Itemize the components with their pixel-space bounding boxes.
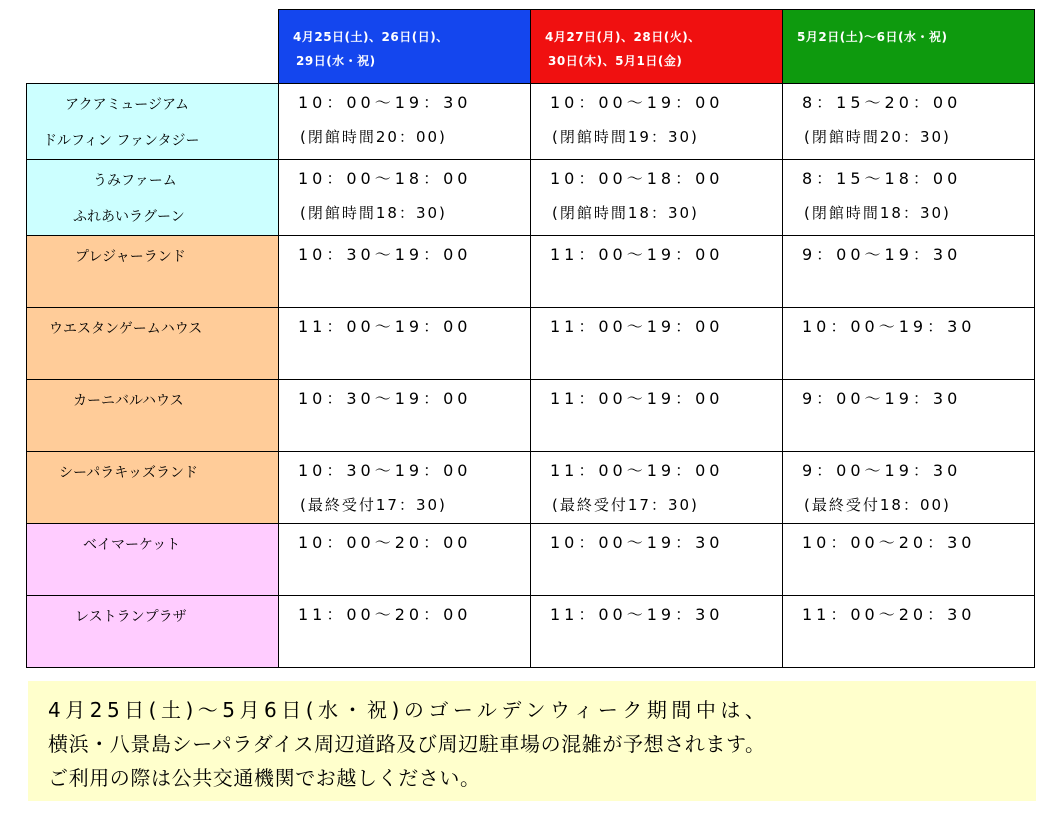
operating-hours: 11：00～20：00 [298,605,472,624]
venue-cell [27,452,279,524]
hours-cell [279,236,531,308]
operating-hours: 9：00～19：30 [802,461,962,480]
operating-hours: 11：00～19：00 [550,389,724,408]
hours-note: (最終受付17：30) [300,496,447,514]
operating-hours: 10：00～18：00 [298,169,472,188]
congestion-notice [28,681,1036,801]
operating-hours: 11：00～19：30 [550,605,724,624]
period-header-1-line2: 29日(水・祝) [296,54,376,68]
hours-note: (閉館時間19：30) [552,128,699,146]
operating-hours: 10：00～19：30 [802,317,976,336]
schedule-row [27,452,1035,524]
venue-name-line: ウエスタンゲームハウス [49,321,203,337]
hours-cell [279,84,531,160]
venue-cell [27,308,279,380]
hours-cell [783,236,1035,308]
hours-note: (最終受付17：30) [552,496,699,514]
hours-cell [783,596,1035,668]
operating-hours: 10：30～19：00 [298,461,472,480]
period-header-3 [783,10,1035,84]
period-header-3-line1: 5月2日(土)～6日(水・祝) [797,30,948,44]
notice-line-1: 4月25日(土)～5月6日(水・祝)のゴールデンウィーク期間中は、 [48,698,770,722]
period-header-2-line2: 30日(木)、5月1日(金) [548,54,683,68]
period-header-1-line1: 4月25日(土)、26日(日)、 [293,30,449,44]
hours-cell [783,84,1035,160]
hours-note: (最終受付18：00) [804,496,951,514]
hours-note: (閉館時間20：00) [300,128,447,146]
operating-hours: 10：00～20：30 [802,533,976,552]
hours-cell [279,524,531,596]
hours-note: (閉館時間18：30) [300,204,447,222]
venue-cell [27,160,279,236]
hours-cell [531,308,783,380]
venue-name-line: プレジャーランド [75,249,186,265]
operating-hours: 9：00～19：30 [802,389,962,408]
schedule-row [27,84,1035,160]
operating-hours: 11：00～19：00 [550,461,724,480]
hours-cell [279,380,531,452]
schedule-row [27,160,1035,236]
venue-cell [27,380,279,452]
period-header-2 [531,10,783,84]
venue-name-line: うみファーム [93,173,177,189]
operating-hours: 10：00～19：00 [550,93,724,112]
hours-note: (閉館時間20：30) [804,128,951,146]
schedule-body [27,84,1035,668]
operating-hours: 11：00～19：00 [550,317,724,336]
venue-name-line: ふれあいラグーン [73,209,185,225]
notice-line-3: ご利用の際は公共交通機関でお越しください。 [48,766,481,790]
operating-hours: 10：00～18：00 [550,169,724,188]
notice-line-2: 横浜・八景島シーパラダイス周辺道路及び周辺駐車場の混雑が予想されます。 [48,732,766,756]
hours-cell [783,524,1035,596]
operating-hours: 8：15～20：00 [802,93,962,112]
hours-cell [531,380,783,452]
operating-hours: 8：15～18：00 [802,169,962,188]
venue-name-line: アクアミュージアム [65,97,190,113]
hours-cell [279,452,531,524]
hours-cell [783,452,1035,524]
venue-name-line: シーパラキッズランド [59,465,199,481]
venue-name-line: ドルフィン ファンタジー [43,133,200,149]
venue-name-line: レストランプラザ [75,609,187,625]
schedule-row [27,380,1035,452]
venue-name-line: カーニバルハウス [73,393,184,409]
hours-cell [783,160,1035,236]
operating-hours: 10：00～19：30 [298,93,472,112]
hours-cell [531,160,783,236]
hours-cell [531,524,783,596]
hours-cell [531,596,783,668]
operating-hours: 11：00～19：00 [298,317,472,336]
header-corner-cell [27,10,279,84]
venue-name-line: ベイマーケット [83,537,181,553]
schedule-row [27,236,1035,308]
schedule-row [27,308,1035,380]
hours-cell [783,308,1035,380]
operating-hours: 10：30～19：00 [298,389,472,408]
hours-cell [531,236,783,308]
schedule-row [27,596,1035,668]
hours-cell [279,596,531,668]
hours-note: (閉館時間18：30) [804,204,951,222]
hours-cell [279,160,531,236]
hours-cell [279,308,531,380]
venue-cell [27,84,279,160]
opening-hours-table [26,9,1035,668]
operating-hours: 10：00～20：00 [298,533,472,552]
operating-hours: 11：00～19：00 [550,245,724,264]
schedule-row [27,524,1035,596]
hours-note: (閉館時間18：30) [552,204,699,222]
venue-cell [27,596,279,668]
period-header-1 [279,10,531,84]
venue-cell [27,524,279,596]
operating-hours: 11：00～20：30 [802,605,976,624]
operating-hours: 9：00～19：30 [802,245,962,264]
period-header-row [27,10,1035,84]
operating-hours: 10：00～19：30 [550,533,724,552]
hours-cell [783,380,1035,452]
venue-cell [27,236,279,308]
period-header-2-line1: 4月27日(月)、28日(火)、 [545,30,701,44]
hours-cell [531,84,783,160]
hours-cell [531,452,783,524]
operating-hours: 10：30～19：00 [298,245,472,264]
